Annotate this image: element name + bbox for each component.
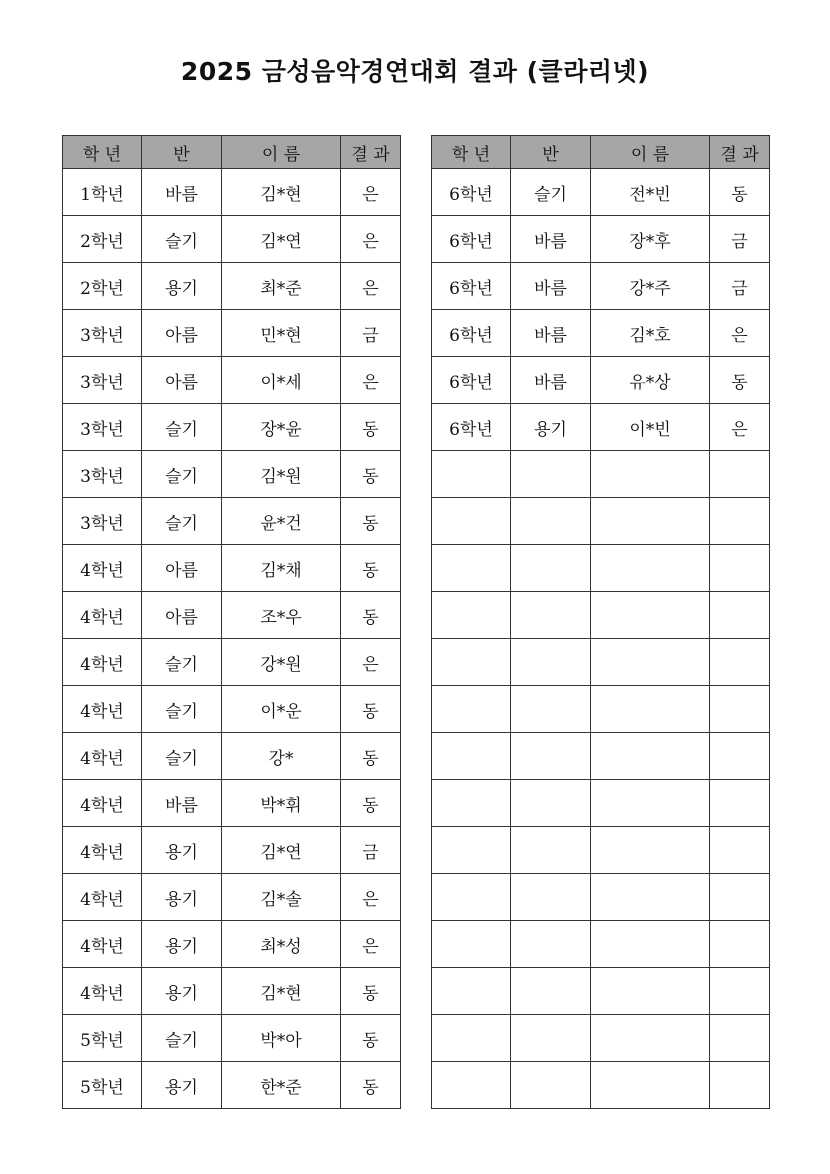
cell-class [511, 874, 591, 921]
cell-result: 은 [341, 169, 401, 216]
table-row [63, 263, 401, 310]
cell-grade: 6학년 [432, 357, 511, 404]
cell-result [710, 733, 770, 780]
cell-grade: 2학년 [63, 263, 142, 310]
cell-name: 민*현 [222, 310, 341, 357]
cell-name [591, 1062, 710, 1109]
cell-class [511, 780, 591, 827]
results-table-left-body [63, 169, 401, 1109]
cell-grade: 3학년 [63, 404, 142, 451]
header-class: 반 [511, 136, 591, 169]
table-row [63, 404, 401, 451]
cell-grade [432, 1062, 511, 1109]
cell-grade: 6학년 [432, 169, 511, 216]
table-row [432, 404, 770, 451]
cell-result: 동 [341, 545, 401, 592]
cell-class [511, 733, 591, 780]
cell-class [511, 968, 591, 1015]
table-row [63, 498, 401, 545]
cell-class: 아름 [142, 310, 222, 357]
table-row [432, 968, 770, 1015]
cell-name [591, 968, 710, 1015]
cell-result: 동 [341, 968, 401, 1015]
cell-grade [432, 639, 511, 686]
cell-class: 바름 [511, 357, 591, 404]
header-name: 이 름 [222, 136, 341, 169]
table-row [432, 592, 770, 639]
cell-class [511, 1015, 591, 1062]
cell-name: 한*준 [222, 1062, 341, 1109]
cell-class: 슬기 [142, 498, 222, 545]
cell-result [710, 639, 770, 686]
cell-grade [432, 451, 511, 498]
cell-result [710, 874, 770, 921]
header-grade: 학 년 [63, 136, 142, 169]
cell-class: 아름 [142, 357, 222, 404]
table-header-row [432, 136, 770, 169]
cell-name: 김*솔 [222, 874, 341, 921]
cell-result: 동 [341, 686, 401, 733]
table-row [432, 686, 770, 733]
cell-grade [432, 686, 511, 733]
cell-class: 슬기 [142, 686, 222, 733]
table-row [432, 169, 770, 216]
cell-class: 용기 [142, 921, 222, 968]
table-row [432, 498, 770, 545]
cell-class: 아름 [142, 545, 222, 592]
cell-grade: 6학년 [432, 216, 511, 263]
cell-name [591, 451, 710, 498]
cell-grade: 4학년 [63, 686, 142, 733]
table-row [63, 451, 401, 498]
cell-name: 이*빈 [591, 404, 710, 451]
cell-class: 바름 [511, 310, 591, 357]
cell-name [591, 1015, 710, 1062]
cell-result: 은 [710, 310, 770, 357]
cell-result: 금 [341, 310, 401, 357]
cell-name: 강* [222, 733, 341, 780]
cell-result: 은 [341, 921, 401, 968]
cell-class: 슬기 [142, 451, 222, 498]
cell-result [710, 968, 770, 1015]
cell-grade: 2학년 [63, 216, 142, 263]
cell-result [710, 1015, 770, 1062]
cell-class: 슬기 [142, 639, 222, 686]
cell-class [511, 1062, 591, 1109]
cell-result [710, 686, 770, 733]
results-table-right [431, 135, 770, 1109]
cell-result: 동 [341, 451, 401, 498]
cell-grade: 4학년 [63, 733, 142, 780]
cell-name: 김*현 [222, 169, 341, 216]
results-table-left [62, 135, 401, 1109]
cell-result: 금 [341, 827, 401, 874]
table-row [432, 874, 770, 921]
table-row [432, 733, 770, 780]
cell-result: 동 [341, 404, 401, 451]
cell-name: 김*채 [222, 545, 341, 592]
cell-class: 용기 [142, 968, 222, 1015]
cell-name: 김*현 [222, 968, 341, 1015]
cell-result: 동 [341, 1062, 401, 1109]
cell-name [591, 780, 710, 827]
cell-grade [432, 780, 511, 827]
cell-result: 금 [710, 263, 770, 310]
table-row [432, 827, 770, 874]
cell-result [710, 545, 770, 592]
cell-class: 용기 [142, 263, 222, 310]
cell-grade: 4학년 [63, 827, 142, 874]
cell-result [710, 921, 770, 968]
cell-class: 바름 [511, 216, 591, 263]
cell-class [511, 592, 591, 639]
cell-name: 이*운 [222, 686, 341, 733]
cell-class [511, 639, 591, 686]
table-row [63, 780, 401, 827]
cell-class: 바름 [511, 263, 591, 310]
cell-class: 용기 [142, 874, 222, 921]
cell-grade: 3학년 [63, 451, 142, 498]
cell-grade: 1학년 [63, 169, 142, 216]
table-row [63, 1015, 401, 1062]
cell-result: 은 [341, 639, 401, 686]
cell-result [710, 451, 770, 498]
cell-class: 슬기 [511, 169, 591, 216]
cell-result: 동 [710, 357, 770, 404]
cell-result: 동 [341, 592, 401, 639]
cell-name: 유*상 [591, 357, 710, 404]
header-name: 이 름 [591, 136, 710, 169]
cell-grade: 3학년 [63, 357, 142, 404]
cell-class: 용기 [511, 404, 591, 451]
table-row [63, 827, 401, 874]
cell-name [591, 498, 710, 545]
cell-grade: 4학년 [63, 874, 142, 921]
table-row [432, 1062, 770, 1109]
cell-name: 장*윤 [222, 404, 341, 451]
cell-result: 금 [710, 216, 770, 263]
table-row [63, 639, 401, 686]
cell-class: 슬기 [142, 404, 222, 451]
table-row [63, 968, 401, 1015]
cell-name: 김*호 [591, 310, 710, 357]
cell-grade [432, 1015, 511, 1062]
table-row [432, 639, 770, 686]
cell-class: 바름 [142, 169, 222, 216]
cell-name: 김*연 [222, 827, 341, 874]
cell-class: 슬기 [142, 216, 222, 263]
table-row [432, 1015, 770, 1062]
cell-name: 이*세 [222, 357, 341, 404]
cell-grade: 4학년 [63, 545, 142, 592]
table-row [63, 921, 401, 968]
table-row [63, 874, 401, 921]
table-row [432, 451, 770, 498]
cell-result [710, 780, 770, 827]
cell-name: 김*연 [222, 216, 341, 263]
cell-name: 박*아 [222, 1015, 341, 1062]
cell-result: 동 [710, 169, 770, 216]
cell-name [591, 921, 710, 968]
cell-class [511, 827, 591, 874]
cell-result: 은 [341, 357, 401, 404]
table-row [63, 545, 401, 592]
cell-name: 최*성 [222, 921, 341, 968]
cell-name: 장*후 [591, 216, 710, 263]
cell-name [591, 686, 710, 733]
cell-name: 강*원 [222, 639, 341, 686]
cell-result: 은 [341, 874, 401, 921]
header-class: 반 [142, 136, 222, 169]
cell-result: 은 [710, 404, 770, 451]
table-row [63, 357, 401, 404]
cell-result: 동 [341, 1015, 401, 1062]
table-row [432, 545, 770, 592]
cell-class: 바름 [142, 780, 222, 827]
cell-name: 김*원 [222, 451, 341, 498]
cell-name: 조*우 [222, 592, 341, 639]
table-row [432, 780, 770, 827]
cell-result [710, 592, 770, 639]
cell-grade [432, 733, 511, 780]
cell-name: 박*휘 [222, 780, 341, 827]
cell-class [511, 545, 591, 592]
table-row [432, 310, 770, 357]
cell-grade [432, 498, 511, 545]
cell-grade [432, 968, 511, 1015]
cell-class: 용기 [142, 827, 222, 874]
header-grade: 학 년 [432, 136, 511, 169]
cell-name: 최*준 [222, 263, 341, 310]
header-result: 결 과 [710, 136, 770, 169]
cell-class [511, 451, 591, 498]
cell-result [710, 498, 770, 545]
cell-result [710, 1062, 770, 1109]
results-table-right-body [432, 169, 770, 1109]
cell-class: 아름 [142, 592, 222, 639]
cell-result: 은 [341, 216, 401, 263]
cell-grade [432, 921, 511, 968]
cell-name [591, 592, 710, 639]
cell-grade: 5학년 [63, 1062, 142, 1109]
table-row [63, 592, 401, 639]
table-row [432, 921, 770, 968]
cell-class [511, 921, 591, 968]
cell-grade: 4학년 [63, 780, 142, 827]
cell-class: 슬기 [142, 733, 222, 780]
table-row [63, 1062, 401, 1109]
table-header-row [63, 136, 401, 169]
cell-grade: 6학년 [432, 404, 511, 451]
cell-name [591, 639, 710, 686]
table-row [63, 169, 401, 216]
cell-grade: 6학년 [432, 310, 511, 357]
cell-result: 동 [341, 780, 401, 827]
cell-result: 은 [341, 263, 401, 310]
cell-grade [432, 592, 511, 639]
cell-grade: 4학년 [63, 639, 142, 686]
table-row [63, 216, 401, 263]
cell-class [511, 498, 591, 545]
cell-name [591, 733, 710, 780]
cell-result: 동 [341, 733, 401, 780]
cell-class: 용기 [142, 1062, 222, 1109]
cell-result: 동 [341, 498, 401, 545]
cell-grade [432, 545, 511, 592]
table-row [432, 263, 770, 310]
cell-grade: 4학년 [63, 592, 142, 639]
cell-grade: 3학년 [63, 310, 142, 357]
cell-grade: 4학년 [63, 921, 142, 968]
table-row [63, 686, 401, 733]
header-result: 결 과 [341, 136, 401, 169]
cell-grade: 6학년 [432, 263, 511, 310]
cell-class [511, 686, 591, 733]
cell-grade: 4학년 [63, 968, 142, 1015]
cell-name [591, 874, 710, 921]
cell-name: 윤*건 [222, 498, 341, 545]
cell-grade: 5학년 [63, 1015, 142, 1062]
cell-name: 강*주 [591, 263, 710, 310]
table-row [432, 216, 770, 263]
cell-class: 슬기 [142, 1015, 222, 1062]
table-row [63, 310, 401, 357]
cell-name [591, 827, 710, 874]
cell-grade [432, 874, 511, 921]
cell-name [591, 545, 710, 592]
cell-result [710, 827, 770, 874]
cell-grade: 3학년 [63, 498, 142, 545]
cell-grade [432, 827, 511, 874]
page-title: 2025 금성음악경연대회 결과 (클라리넷) [180, 57, 650, 86]
cell-name: 전*빈 [591, 169, 710, 216]
table-row [63, 733, 401, 780]
table-row [432, 357, 770, 404]
